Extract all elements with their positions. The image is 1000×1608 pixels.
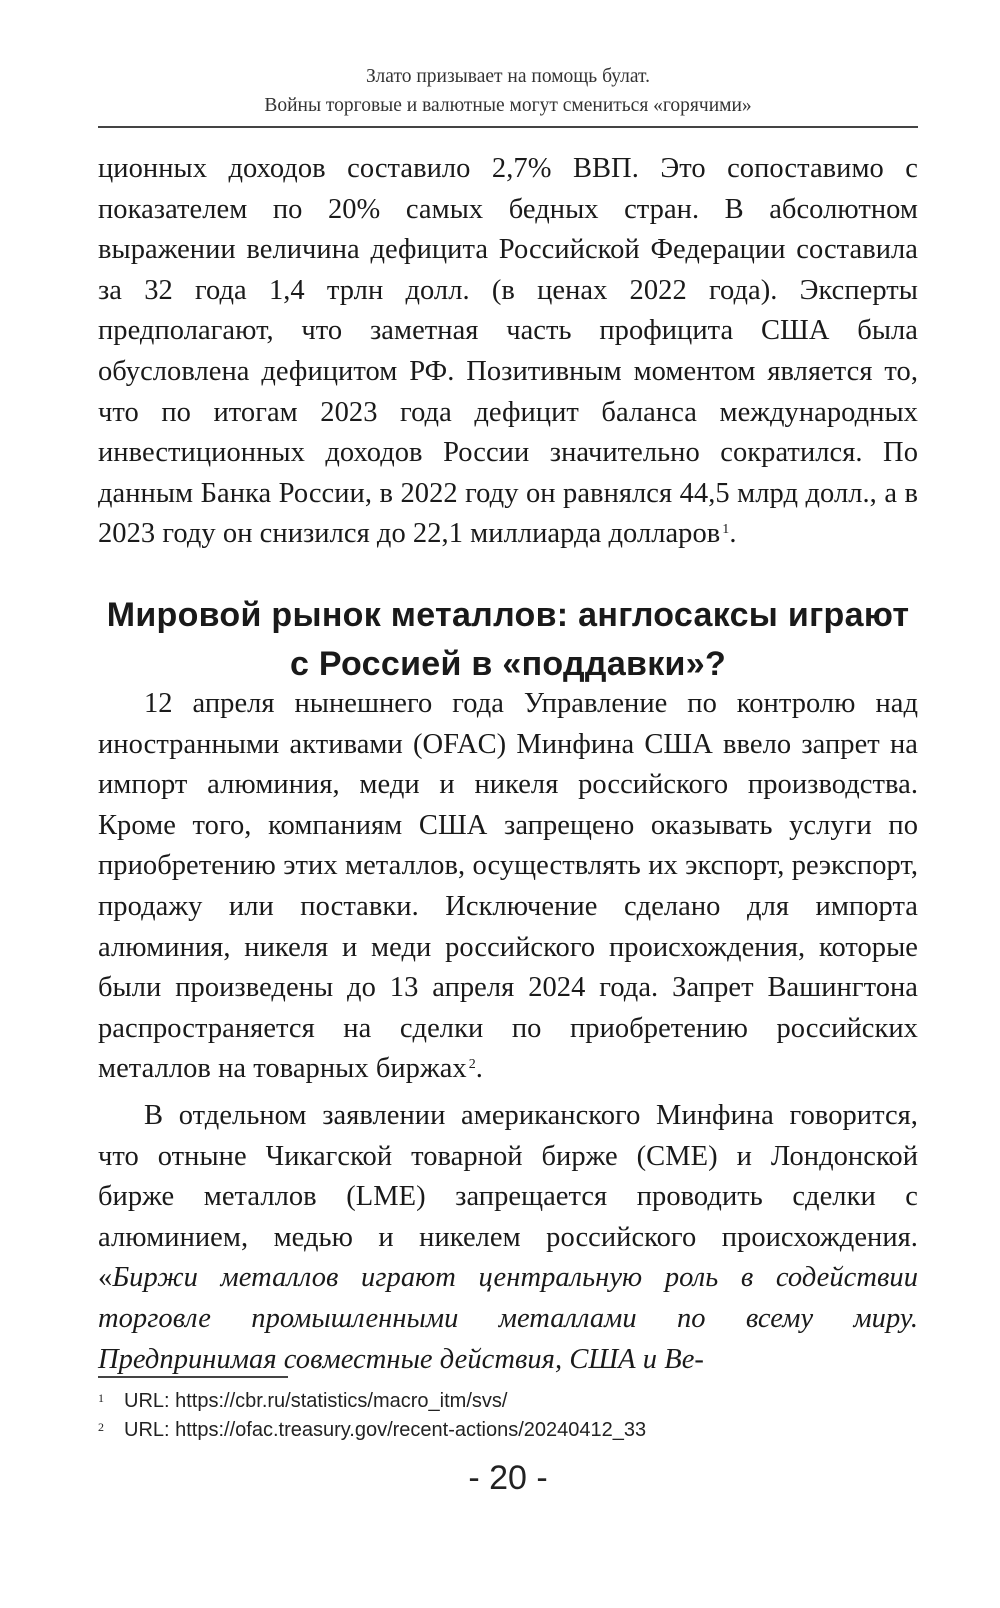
paragraph-2-text: 12 апреля нынешнего года Управление по контролю над иностранными активами (OFAC) Минфина США ввело запрет на импорт алюминия, меди и никеля российского производства. Кроме того, компаниям США запрещено оказывать услуги по приобретению этих металлов, осуществлять их экспорт, реэкспорт, продажу или поставки. Исключение сделано для импорта алюминия, никеля и меди российского происхождения, которые были произведены до 13 апреля 2024 года. Запрет Вашингтона распространяется на сделки по приобретению российских металлов на товарных биржах <box>98 688 918 1085</box>
running-header-line-2: Войны торговые и валютные могут смениться «горячими» <box>264 95 752 116</box>
paragraph-3-text: В отдельном заявлении американского Минфина говорится, что отныне Чикагской товарной бирже (CME) и Лондонской бирже металлов (LME) запрещается проводить сделки с алюминием, медью и никелем российского происхождения. « <box>98 1099 918 1294</box>
paragraph-3 <box>98 1096 918 1380</box>
header-divider <box>98 126 918 128</box>
footnote-1-number: 1 <box>98 1391 104 1405</box>
paragraph-1 <box>98 149 918 555</box>
footnote-2-number: 2 <box>98 1420 104 1434</box>
paragraph-continued <box>98 149 918 555</box>
footnote-2-text: URL: https://ofac.treasury.gov/recent-actions/20240412_33 <box>124 1419 647 1441</box>
footnote-1-text: URL: https://cbr.ru/statistics/macro_itm/svs/ <box>124 1390 508 1412</box>
footnotes <box>98 1387 918 1445</box>
footnote-divider <box>98 1376 288 1378</box>
section-heading-line-1: Мировой рынок металлов: англосаксы играют <box>106 596 910 634</box>
paragraph-2-end: . <box>475 1053 483 1085</box>
section-heading-line-2: с Россией в «поддавки»? <box>289 645 727 683</box>
footnote-ref-2: 2 <box>468 1057 476 1073</box>
paragraph-1-end: . <box>729 518 737 550</box>
paragraph-3-quote: Биржи металлов играют центральную роль в содействии торговле промышленными металлами по всему миру. Предпринимая совместные действия, США и Ве- <box>98 1262 918 1375</box>
section-heading <box>98 591 918 689</box>
paragraph-2 <box>98 684 918 1090</box>
footnote-ref-1: 1 <box>722 522 730 538</box>
running-header <box>98 62 918 120</box>
running-header-line-1: Злато призывает на помощь булат. <box>366 66 650 87</box>
section-body <box>98 684 918 1380</box>
page-number: - 20 - <box>468 1459 548 1497</box>
footnote-1 <box>98 1387 918 1416</box>
footnote-2 <box>98 1416 918 1445</box>
paragraph-1-text: ционных доходов составило 2,7% ВВП. Это сопоставимо с показателем по 20% самых бедных стран. В абсолютном выражении величина дефицита Российской Федерации составила за 32 года 1,4 трлн долл. (в ценах 2022 года). Эксперты предполагают, что заметная часть профицита США была обусловлена дефицитом РФ. Позитивным моментом является то, что по итогам 2023 года дефицит баланса международных инвестиционных доходов России значительно сократился. По данным Банка России, в 2022 году он равнялся 44,5 млрд долл., а в 2023 году он снизился до 22,1 миллиарда долларов <box>98 153 918 550</box>
